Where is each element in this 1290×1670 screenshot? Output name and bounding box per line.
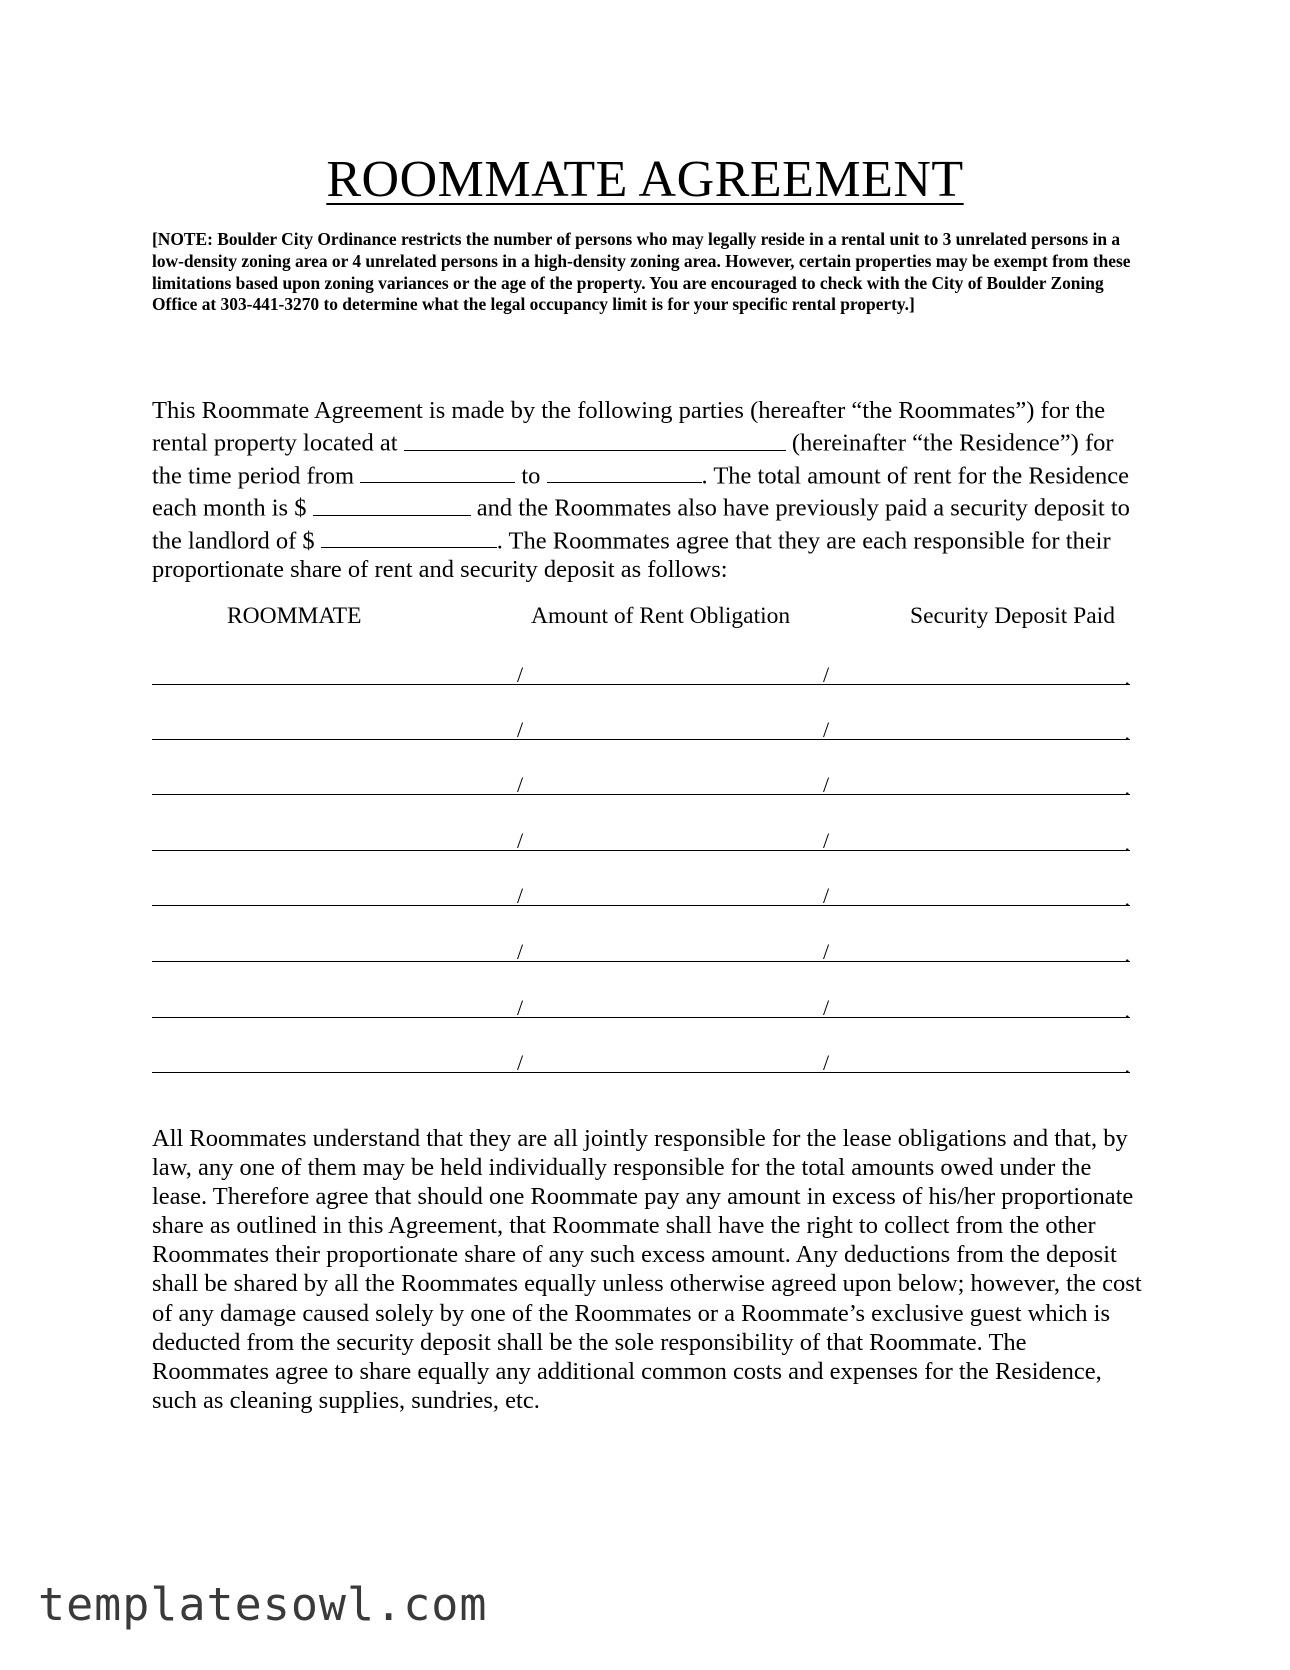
monthly-rent-field[interactable] [313,490,471,516]
row-end-mark: . [1124,775,1130,800]
row-separator: / [517,939,524,964]
intro-text-3: to [521,462,541,489]
row-end-mark: . [1124,831,1130,856]
column-header-rent-obligation: Amount of Rent Obligation [531,603,791,629]
row-separator: / [823,995,830,1020]
start-date-field[interactable] [360,458,515,484]
intro-text-6: . The Roommates agree that they are each responsible for their proportionate share of rent and security deposit as follows: [152,527,1111,583]
row-end-mark: . [1124,886,1130,911]
intro-paragraph [152,396,1142,584]
row-separator: / [517,995,524,1020]
row-separator: / [823,1050,830,1075]
property-address-field[interactable] [404,425,786,451]
row-end-mark: . [1124,665,1130,690]
row-separator: / [823,662,830,687]
occupancy-note: [NOTE: Boulder City Ordinance restricts the number of persons who may legally reside in a rental unit to 3 unrelated persons in a low-density zoning area or 4 unrelated persons in a high-density zoning area. However, certain properties may be exempt from these limitations based upon zoning variances or the age of the property. You are encouraged to check with the City of Boulder Zoning Office at 303-441-3270 to determine what the legal occupancy limit is for your specific rental property.] [152,229,1131,315]
watermark: templatesowl.com [38,1578,488,1631]
page-title: ROOMMATE AGREEMENT [326,151,964,208]
intro-text-5: and the Roommates also have previously paid a security deposit to the landlord of $ [152,494,1130,554]
column-header-security-deposit: Security Deposit Paid [910,603,1115,629]
row-separator: / [823,939,830,964]
end-date-field[interactable] [547,458,702,484]
row-separator: / [517,828,524,853]
row-separator: / [517,1050,524,1075]
joint-responsibility-paragraph: All Roommates understand that they are all jointly responsible for the lease obligations and that, by law, any one of them may be held individually responsible for the total amounts owed under the lease. Therefore agree that should one Roommate pay any amount in excess of his/her proportionate share as outlined in this Agreement, that Roommate shall have the right to collect from the other Roommates their proportionate share of any such excess amount. Any deductions from the deposit shall be shared by all the Roommates equally unless otherwise agreed upon below; however, the cost of any damage caused solely by one of the Roommates or a Roommate’s exclusive guest which is deducted from the security deposit shall be the sole responsibility of that Roommate. The Roommates agree to share equally any additional common costs and expenses for the Residence, such as cleaning supplies, sundries, etc. [152,1125,1142,1414]
roommate-row-5[interactable] [152,875,1130,911]
row-end-mark: . [1124,720,1130,745]
intro-text-1: This Roommate Agreement is made by the following parties (hereafter “the Roommates”) for the rental property located at [152,397,1106,457]
roommate-row-4[interactable] [152,820,1130,856]
roommate-row-2[interactable] [152,709,1130,745]
row-end-mark: . [1124,942,1130,967]
row-separator: / [517,717,524,742]
row-separator: / [517,883,524,908]
roommate-row-1[interactable] [152,654,1130,690]
intro-text-2: (hereinafter “the Residence”) for the time period from [152,429,1114,489]
row-separator: / [517,772,524,797]
security-deposit-field[interactable] [321,523,497,549]
row-end-mark: . [1124,1053,1130,1078]
row-separator: / [517,662,524,687]
row-separator: / [823,828,830,853]
roommate-row-8[interactable] [152,1042,1130,1078]
row-end-mark: . [1124,998,1130,1023]
row-separator: / [823,772,830,797]
row-separator: / [823,883,830,908]
intro-text-4: . The total amount of rent for the Residence each month is $ [152,462,1129,522]
roommate-row-3[interactable] [152,764,1130,800]
row-separator: / [823,717,830,742]
roommate-row-7[interactable] [152,987,1130,1023]
roommate-row-6[interactable] [152,931,1130,967]
column-header-roommate: ROOMMATE [227,603,362,629]
